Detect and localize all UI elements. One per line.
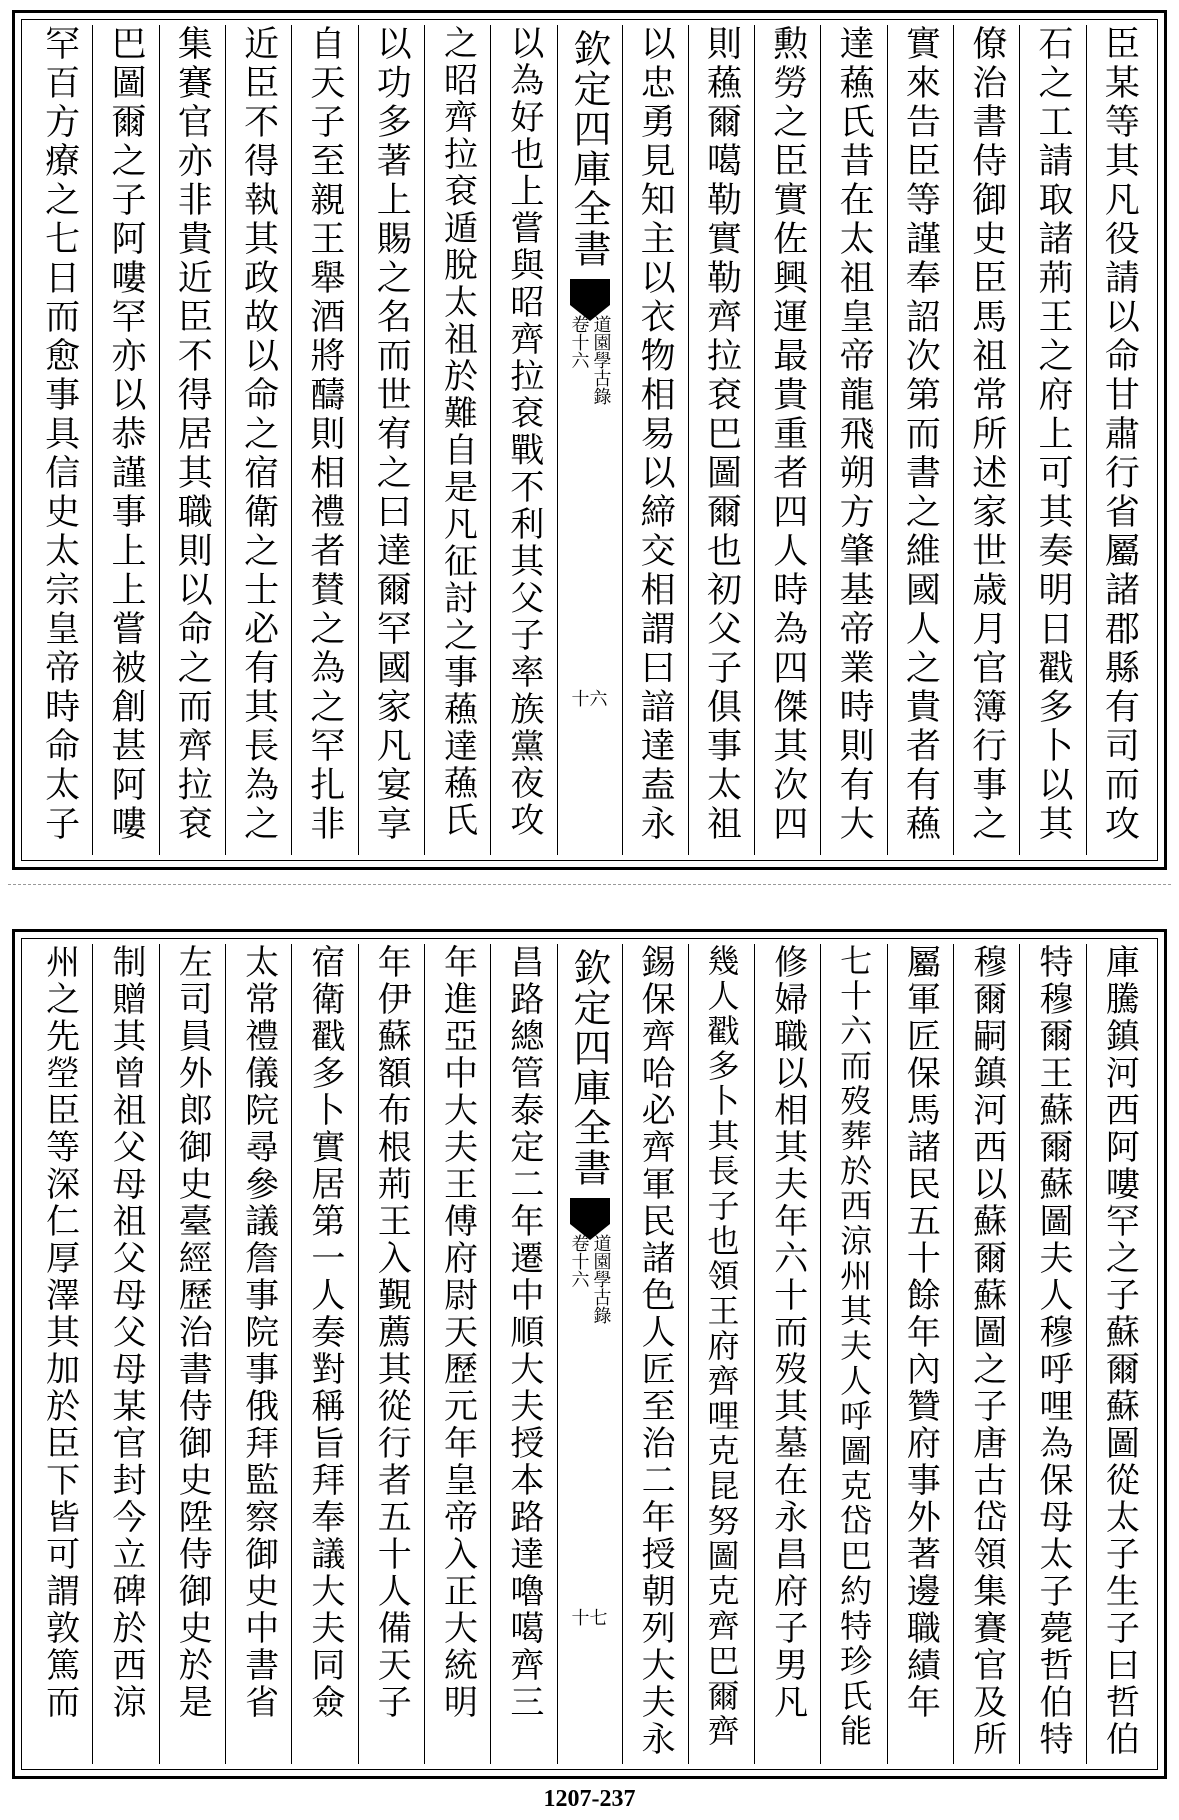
text-column [490,944,556,1764]
text-column [754,944,820,1764]
book-title: 欽定四庫全書 [567,29,611,269]
column-text: 左司員外郎御史臺經歷治書侍御史陞侍御史於是 [172,944,213,1721]
bottom-page [12,929,1167,1779]
column-text: 罕百方療之七日而愈事具信史太宗皇帝時命太子 [39,25,80,844]
text-column [1086,944,1152,1764]
text-column [424,25,490,855]
column-text: 屬軍匠保馬諸民五十餘年內贊府事外著邊職績年 [900,944,941,1721]
column-text: 年進亞中大夫王傅府尉天歷元年皇帝入正大統明 [437,944,478,1721]
text-column [754,25,820,855]
text-column [27,944,92,1764]
column-text: 修婦職以相其夫年六十而歿其墓在永昌府子男凡 [767,944,808,1721]
column-text: 昌路總管泰定二年遷中順大夫授本路達嚕噶齊三 [503,944,544,1721]
page-divider [8,884,1171,885]
text-column [820,944,886,1764]
text-column [225,944,291,1764]
column-text: 以忠勇見知主以衣物相易以締交相謂曰諳達盍永 [635,25,676,844]
top-page [12,10,1167,870]
column-text: 穆爾嗣鎮河西以蘇爾蘇圖之子唐古岱領集賽官及所 [966,944,1007,1758]
column-text: 年伊蘇額布根荊王入覲薦其從行者五十人備天子 [371,944,412,1721]
text-column [688,944,754,1764]
center-meta [558,1234,622,1324]
text-column [159,25,225,855]
column-text: 自天子至親王舉酒將醻則相禮者賛之為之罕扎非 [304,25,345,844]
text-column [27,25,92,855]
folio-number: 十六 [571,689,608,710]
text-column [887,944,953,1764]
text-column [953,944,1019,1764]
book-title: 欽定四庫全書 [567,948,611,1188]
text-column [92,25,158,855]
column-text: 臣某等其凡役請以命甘肅行省屬諸郡縣有司而攻 [1099,25,1140,844]
text-column [424,944,490,1764]
column-text: 錫保齊哈必齊軍民諸色人匠至治二年授朝列大夫永 [635,944,676,1758]
bottom-columns [27,944,1152,1764]
center-meta [558,315,622,405]
column-text: 特穆爾王蘇爾蘇圖夫人穆呼哩為保母太子薨哲伯特 [1033,944,1074,1758]
text-column [622,25,688,855]
column-text: 實來告臣等謹奉詔次第而書之維國人之貴者有蘓 [900,25,941,844]
text-column [1086,25,1152,855]
center-fold [557,25,622,855]
folio-number: 十七 [571,1608,608,1629]
work-title: 道園學古錄 [590,315,612,405]
column-text: 制贈其曾祖父母祖父母父母某官封今立碑於西涼 [105,944,146,1721]
column-text: 州之先塋臣等深仁厚澤其加於臣下皆可謂敦篤而 [39,944,80,1721]
column-text: 勲勞之臣實佐興運最貴重者四人時為四傑其次四 [767,25,808,844]
text-column [1019,25,1085,855]
text-column [490,25,556,855]
column-text: 以功多著上賜之名而世宥之曰達爾罕國家凡宴享 [371,25,412,844]
column-text: 石之工請取諸荊王之府上可其奏明日戳多卜以其 [1033,25,1074,844]
text-column [358,944,424,1764]
page-number: 1207-237 [543,1786,636,1812]
column-text: 巴圖爾之子阿嘍罕亦以恭謹事上上嘗被創甚阿嘍 [105,25,146,844]
top-columns [27,25,1152,855]
text-column [159,944,225,1764]
text-column [953,25,1019,855]
column-text: 之昭齊拉袞遁脫太祖於難自是凡征討之事蘓達蘓氏 [437,25,478,839]
text-column [291,944,357,1764]
column-text: 太常禮儀院尋參議詹事院事俄拜監察御史中書省 [238,944,279,1721]
text-column [92,944,158,1764]
text-column [225,25,291,855]
column-text: 庫騰鎮河西阿嘍罕之子蘇爾蘇圖從太子生子曰哲伯 [1099,944,1140,1758]
column-text: 以為好也上嘗與昭齊拉袞戰不利其父子率族黨夜攻 [503,25,544,839]
text-column [820,25,886,855]
text-column [688,25,754,855]
column-text: 近臣不得執其政故以命之宿衛之士必有其長為之 [238,25,279,844]
text-column [291,25,357,855]
column-text: 則蘓爾噶勒實勒齊拉袞巴圖爾也初父子俱事太祖 [701,25,742,844]
column-text: 七十六而歿葬於西涼州其夫人呼圖克岱巴約特珍氏能 [835,944,874,1749]
juan-number: 卷十六 [568,315,590,369]
column-text: 集賽官亦非貴近臣不得居其職則以命之而齊拉袞 [172,25,213,844]
column-text: 宿衛戳多卜實居第一人奏對稱旨拜奉議大夫同僉 [304,944,345,1721]
column-text: 達蘓氏昔在太祖皇帝龍飛朔方肇基帝業時則有大 [834,25,875,844]
juan-number: 卷十六 [568,1234,590,1288]
text-column [1019,944,1085,1764]
work-title: 道園學古錄 [590,1234,612,1324]
text-column [358,25,424,855]
column-text: 僚治書侍御史臣馬祖常所述家世歳月官簿行事之 [966,25,1007,844]
text-column [622,944,688,1764]
column-text: 幾人戳多卜其長子也領王府齊哩克昆努圖克齊巴爾齊 [702,944,741,1749]
center-fold [557,944,622,1764]
text-column [887,25,953,855]
